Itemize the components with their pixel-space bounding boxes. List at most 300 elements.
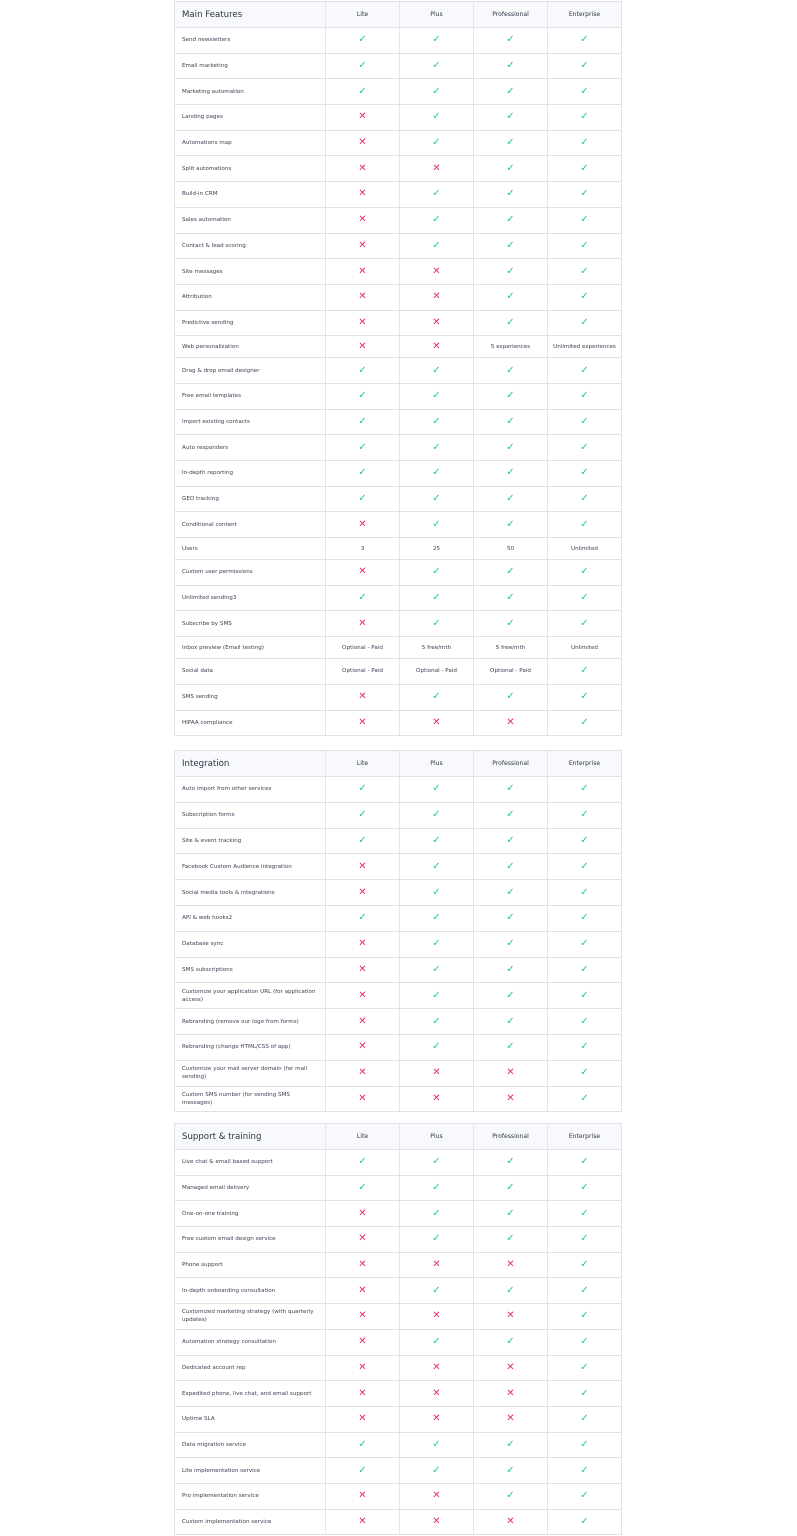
cell-included (473, 1201, 547, 1226)
check-icon: ✓ (432, 1284, 441, 1296)
cell-included (473, 1035, 547, 1060)
cell-not-included (325, 854, 399, 879)
cell-included (399, 182, 473, 207)
table-header (175, 751, 621, 777)
check-icon: ✓ (432, 566, 441, 578)
table-row (175, 1150, 621, 1176)
cross-icon: ✕ (358, 1233, 367, 1245)
cell-not-included (325, 182, 399, 207)
feature-label: Landing pages (182, 114, 223, 121)
cell-included (473, 461, 547, 486)
cross-icon: ✕ (358, 860, 367, 872)
cell-value: 25 (399, 538, 473, 559)
check-icon: ✓ (506, 860, 515, 872)
check-icon: ✓ (506, 1464, 515, 1476)
cell-not-included (399, 156, 473, 181)
cell-included (473, 1278, 547, 1303)
cell-included (399, 1330, 473, 1355)
check-icon: ✓ (432, 239, 441, 251)
cell-included (547, 1484, 621, 1509)
cell-included (547, 1407, 621, 1432)
cell-included (547, 1278, 621, 1303)
plan-header-plus: Plus (399, 1124, 473, 1149)
cell-included (473, 512, 547, 537)
feature-label: In-depth reporting (182, 470, 234, 477)
table-row (175, 1201, 621, 1227)
cross-icon: ✕ (506, 1259, 515, 1271)
check-icon: ✓ (580, 912, 589, 924)
check-icon: ✓ (506, 467, 515, 479)
cell-included (547, 285, 621, 310)
cell-included (547, 54, 621, 79)
cross-icon: ✕ (358, 1387, 367, 1399)
cell-included (473, 384, 547, 409)
cross-icon: ✕ (432, 1387, 441, 1399)
check-icon: ✓ (432, 415, 441, 427)
cell-not-included (399, 311, 473, 336)
feature-label: GEO tracking (182, 496, 219, 503)
table-row (175, 28, 621, 54)
check-icon: ✓ (432, 1438, 441, 1450)
feature-label: Auto responders (182, 444, 229, 451)
plan-header-plus: Plus (399, 751, 473, 776)
cross-icon: ✕ (432, 1413, 441, 1425)
cell-included (399, 880, 473, 905)
cell-not-included (473, 1087, 547, 1112)
cell-included (399, 906, 473, 931)
cell-not-included (325, 1087, 399, 1112)
section-main-features (174, 1, 622, 736)
cell-included (325, 28, 399, 53)
feature-label: API & web hooks2 (182, 915, 233, 922)
cell-included (473, 803, 547, 828)
cell-included (399, 685, 473, 710)
cell-included (473, 156, 547, 181)
cell-included (547, 1253, 621, 1278)
cell-included (473, 1433, 547, 1458)
feature-label: Phone support (182, 1262, 223, 1269)
cell-included (473, 777, 547, 802)
check-icon: ✓ (432, 364, 441, 376)
cell-not-included (473, 1356, 547, 1381)
cell-included (399, 611, 473, 636)
cross-icon: ✕ (358, 566, 367, 578)
check-icon: ✓ (506, 390, 515, 402)
check-icon: ✓ (506, 1015, 515, 1027)
cell-value: 5 free/mth (473, 637, 547, 658)
cell-included (547, 512, 621, 537)
check-icon: ✓ (506, 912, 515, 924)
cell-included (547, 259, 621, 284)
table-row (175, 487, 621, 513)
feature-label: Subscription forms (182, 812, 235, 819)
check-icon: ✓ (580, 364, 589, 376)
section-integration (174, 750, 622, 1112)
table-row (175, 611, 621, 637)
cell-included (547, 1304, 621, 1329)
feature-label: Customized marketing strategy (with quarterly updates) (182, 1309, 314, 1324)
table-row (175, 410, 621, 436)
cell-not-included (325, 1304, 399, 1329)
cell-included (547, 777, 621, 802)
cell-included (325, 906, 399, 931)
check-icon: ✓ (580, 834, 589, 846)
cell-included (399, 410, 473, 435)
cross-icon: ✕ (358, 691, 367, 703)
cell-included (547, 410, 621, 435)
cell-included (399, 435, 473, 460)
check-icon: ✓ (506, 415, 515, 427)
check-icon: ✓ (580, 1490, 589, 1502)
check-icon: ✓ (580, 1515, 589, 1527)
check-icon: ✓ (358, 1464, 367, 1476)
table-row (175, 1009, 621, 1035)
feature-label: Attribution (182, 294, 212, 301)
check-icon: ✓ (580, 1336, 589, 1348)
check-icon: ✓ (580, 1067, 589, 1079)
cross-icon: ✕ (506, 1387, 515, 1399)
feature-label: Lite implementation service (182, 1467, 261, 1474)
cell-included (399, 1278, 473, 1303)
cross-icon: ✕ (358, 886, 367, 898)
feature-label: Subscribe by SMS (182, 620, 232, 627)
cell-included (473, 829, 547, 854)
section-title: Integration (182, 758, 230, 769)
cell-not-included (473, 711, 547, 736)
cell-value: 5 experiences (473, 336, 547, 357)
cell-not-included (399, 259, 473, 284)
check-icon: ✓ (358, 912, 367, 924)
check-icon: ✓ (432, 390, 441, 402)
check-icon: ✓ (506, 85, 515, 97)
check-icon: ✓ (358, 809, 367, 821)
cell-included (399, 586, 473, 611)
cell-value: Optional - Paid (325, 637, 399, 658)
cell-included (547, 611, 621, 636)
cell-value: Optional - Paid (325, 659, 399, 684)
cell-not-included (325, 234, 399, 259)
cell-not-included (325, 1407, 399, 1432)
feature-label: Web personalization (182, 343, 239, 350)
check-icon: ✓ (432, 592, 441, 604)
cross-icon: ✕ (432, 1067, 441, 1079)
check-icon: ✓ (432, 441, 441, 453)
cell-included (473, 208, 547, 233)
cross-icon: ✕ (358, 239, 367, 251)
feature-label: Rebranding (remove our logo from forms) (182, 1018, 299, 1025)
cell-not-included (325, 512, 399, 537)
cell-included (399, 358, 473, 383)
cell-included (547, 487, 621, 512)
cell-included (473, 285, 547, 310)
feature-label: Rebranding (change HTML/CSS of app) (182, 1044, 291, 1051)
cell-included (547, 384, 621, 409)
cell-included (399, 384, 473, 409)
cell-included (473, 410, 547, 435)
table-row (175, 1087, 621, 1113)
check-icon: ✓ (432, 188, 441, 200)
check-icon: ✓ (432, 137, 441, 149)
cell-included (473, 1150, 547, 1175)
cross-icon: ✕ (358, 1015, 367, 1027)
table-row (175, 637, 621, 659)
feature-label: Data migration service (182, 1441, 246, 1448)
table-row (175, 1176, 621, 1202)
cell-included (399, 932, 473, 957)
table-row (175, 803, 621, 829)
check-icon: ✓ (506, 1438, 515, 1450)
plan-header-enterprise: Enterprise (547, 1124, 621, 1149)
check-icon: ✓ (506, 518, 515, 530)
cell-included (473, 487, 547, 512)
cell-included (473, 1227, 547, 1252)
table-row (175, 538, 621, 560)
feature-label: Expedited phone, live chat, and email support (182, 1390, 312, 1397)
cross-icon: ✕ (432, 162, 441, 174)
cell-included (547, 1087, 621, 1112)
table-row (175, 659, 621, 685)
cross-icon: ✕ (506, 1361, 515, 1373)
feature-label: Live chat & email based support (182, 1159, 273, 1166)
cell-included (547, 311, 621, 336)
table-row (175, 358, 621, 384)
cell-included (547, 1510, 621, 1535)
table-row (175, 1227, 621, 1253)
cell-included (473, 611, 547, 636)
feature-label: Social media tools & integrations (182, 889, 275, 896)
check-icon: ✓ (580, 34, 589, 46)
table-row (175, 829, 621, 855)
check-icon: ✓ (580, 316, 589, 328)
cross-icon: ✕ (358, 214, 367, 226)
cell-included (547, 208, 621, 233)
check-icon: ✓ (580, 989, 589, 1001)
check-icon: ✓ (580, 467, 589, 479)
feature-label: Email marketing (182, 63, 228, 70)
check-icon: ✓ (506, 1182, 515, 1194)
table-row (175, 1035, 621, 1061)
check-icon: ✓ (580, 963, 589, 975)
cell-included (399, 1458, 473, 1483)
check-icon: ✓ (432, 1207, 441, 1219)
cell-not-included (399, 1356, 473, 1381)
cross-icon: ✕ (358, 1361, 367, 1373)
check-icon: ✓ (506, 1233, 515, 1245)
cell-included (399, 1009, 473, 1034)
cell-value: 50 (473, 538, 547, 559)
table-row (175, 156, 621, 182)
check-icon: ✓ (506, 1336, 515, 1348)
plan-header-plus: Plus (399, 2, 473, 27)
cross-icon: ✕ (358, 162, 367, 174)
cell-included (547, 983, 621, 1008)
table-row (175, 1356, 621, 1382)
feature-label: Free email templates (182, 393, 242, 400)
check-icon: ✓ (506, 1207, 515, 1219)
check-icon: ✓ (580, 1438, 589, 1450)
check-icon: ✓ (358, 1156, 367, 1168)
cell-not-included (325, 958, 399, 983)
table-row (175, 854, 621, 880)
feature-label: Uptime SLA (182, 1416, 215, 1423)
cell-included (547, 461, 621, 486)
feature-label: Conditional content (182, 521, 237, 528)
check-icon: ✓ (580, 518, 589, 530)
plan-header-lite: Lite (325, 1124, 399, 1149)
check-icon: ✓ (580, 137, 589, 149)
cross-icon: ✕ (506, 1067, 515, 1079)
cell-included (547, 586, 621, 611)
table-row (175, 1407, 621, 1433)
check-icon: ✓ (580, 85, 589, 97)
cell-included (325, 1150, 399, 1175)
feature-label: SMS subscriptions (182, 966, 233, 973)
feature-label: Users (182, 545, 198, 552)
table-row (175, 1330, 621, 1356)
check-icon: ✓ (506, 162, 515, 174)
check-icon: ✓ (580, 809, 589, 821)
table-row (175, 906, 621, 932)
cell-not-included (399, 1304, 473, 1329)
cell-not-included (325, 1035, 399, 1060)
check-icon: ✓ (358, 85, 367, 97)
cell-included (473, 854, 547, 879)
check-icon: ✓ (506, 963, 515, 975)
cross-icon: ✕ (358, 716, 367, 728)
cell-not-included (325, 560, 399, 585)
check-icon: ✓ (506, 938, 515, 950)
table-row (175, 461, 621, 487)
table-row (175, 512, 621, 538)
feature-label: Database sync (182, 941, 224, 948)
cross-icon: ✕ (358, 1490, 367, 1502)
feature-label: Import existing contacts (182, 418, 250, 425)
cell-included (547, 182, 621, 207)
table-row (175, 435, 621, 461)
cross-icon: ✕ (358, 340, 367, 352)
check-icon: ✓ (432, 1041, 441, 1053)
cell-included (473, 1009, 547, 1034)
check-icon: ✓ (580, 566, 589, 578)
cross-icon: ✕ (358, 1067, 367, 1079)
check-icon: ✓ (506, 60, 515, 72)
cell-value: Unlimited (547, 637, 621, 658)
check-icon: ✓ (506, 316, 515, 328)
cell-not-included (399, 1484, 473, 1509)
cell-included (399, 777, 473, 802)
cell-included (547, 906, 621, 931)
check-icon: ✓ (506, 34, 515, 46)
check-icon: ✓ (506, 265, 515, 277)
table-row (175, 311, 621, 337)
feature-label: Send newsletters (182, 37, 231, 44)
cell-not-included (325, 1484, 399, 1509)
table-row (175, 1304, 621, 1330)
table-header (175, 1124, 621, 1150)
cell-included (547, 1356, 621, 1381)
cell-included (473, 105, 547, 130)
cell-value: Optional - Paid (399, 659, 473, 684)
check-icon: ✓ (580, 188, 589, 200)
cell-included (547, 1061, 621, 1086)
table-row (175, 105, 621, 131)
cross-icon: ✕ (432, 1259, 441, 1271)
cell-included (399, 54, 473, 79)
cross-icon: ✕ (506, 1413, 515, 1425)
cell-not-included (325, 711, 399, 736)
check-icon: ✓ (358, 467, 367, 479)
feature-label: Automation strategy consultation (182, 1339, 276, 1346)
check-icon: ✓ (358, 1438, 367, 1450)
cross-icon: ✕ (358, 316, 367, 328)
plan-header-lite: Lite (325, 2, 399, 27)
cross-icon: ✕ (432, 1515, 441, 1527)
cell-included (473, 79, 547, 104)
cell-included (547, 1458, 621, 1483)
cell-included (399, 1201, 473, 1226)
cross-icon: ✕ (358, 518, 367, 530)
check-icon: ✓ (580, 1233, 589, 1245)
plan-header-enterprise: Enterprise (547, 751, 621, 776)
cell-included (547, 659, 621, 684)
cell-included (473, 131, 547, 156)
cell-included (473, 560, 547, 585)
cell-not-included (325, 983, 399, 1008)
cross-icon: ✕ (358, 963, 367, 975)
cross-icon: ✕ (506, 1092, 515, 1104)
cell-not-included (325, 685, 399, 710)
table-row (175, 1253, 621, 1279)
feature-label: Pro implementation service (182, 1493, 259, 1500)
check-icon: ✓ (506, 291, 515, 303)
cell-included (547, 234, 621, 259)
cell-not-included (473, 1407, 547, 1432)
cell-included (547, 1433, 621, 1458)
check-icon: ✓ (580, 390, 589, 402)
cell-included (325, 1433, 399, 1458)
cell-not-included (473, 1381, 547, 1406)
check-icon: ✓ (432, 989, 441, 1001)
cross-icon: ✕ (358, 137, 367, 149)
cell-included (325, 410, 399, 435)
check-icon: ✓ (358, 441, 367, 453)
cross-icon: ✕ (432, 1490, 441, 1502)
check-icon: ✓ (432, 1182, 441, 1194)
cell-included (473, 1330, 547, 1355)
check-icon: ✓ (580, 783, 589, 795)
table-row (175, 560, 621, 586)
cell-included (325, 1176, 399, 1201)
cell-included (547, 560, 621, 585)
cell-included (399, 1176, 473, 1201)
feature-label: Site messages (182, 268, 223, 275)
cross-icon: ✕ (358, 1284, 367, 1296)
cell-included (547, 711, 621, 736)
section-support-training (174, 1123, 622, 1535)
check-icon: ✓ (506, 1156, 515, 1168)
cross-icon: ✕ (358, 291, 367, 303)
cell-included (547, 880, 621, 905)
feature-label: Auto import from other services (182, 786, 272, 793)
cell-included (399, 512, 473, 537)
cell-included (473, 28, 547, 53)
feature-label: Customize your application URL (for application access) (182, 988, 316, 1003)
cell-included (399, 131, 473, 156)
cell-included (547, 156, 621, 181)
cell-included (325, 461, 399, 486)
check-icon: ✓ (506, 214, 515, 226)
plan-header-professional: Professional (473, 751, 547, 776)
